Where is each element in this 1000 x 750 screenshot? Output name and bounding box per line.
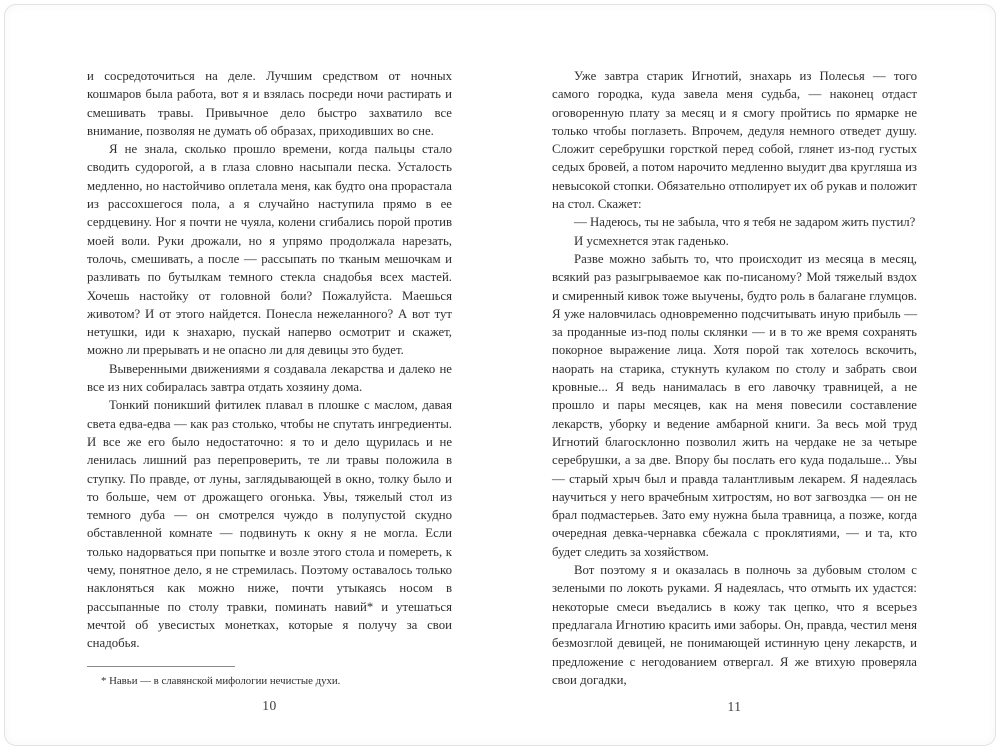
book-photo-frame xyxy=(4,4,996,746)
paragraph: Я не знала, сколько прошло времени, когда пальцы стало сводить судорогой, а в глаза словно насыпали песка. Усталость медленно, но настойчиво оплетала меня, как будто она прорастала из рассохшегося пола, а я случайно наступила прямо в ее сердцевину. Ног я почти не чуяла, колени сгибались порой против моей воли. Руки дрожали, но я упрямо продолжала нарезать, толочь, смешивать, а после — рассыпать по тканым мешочкам и разливать по бутылкам темного стекла снадобья всех мастей. Хочешь настойку от головной боли? Пожалуйста. Маешься животом? И от этого найдется. Понесла нежеланного? А вот тут нетушки, иди к знахарю, пускай наперво осмотрит и скажет, можно ли прерывать и не опасно ли для девицы это будет. xyxy=(87,142,452,358)
page-right-text xyxy=(552,67,917,689)
page-left-text xyxy=(87,67,452,653)
footnote-text: * Навьи — в славянской мифологии нечистые духи. xyxy=(101,674,341,687)
paragraph: Разве можно забыть то, что происходит из месяца в месяц, всякий раз разыгрываемое как по-писаному? Мой тяжелый вздох и смиренный кивок тоже выучены, будто роль в балагане глумцов. Я уже наловчилась одновременно подсчитывать иную прибыль — за проданные из-под полы склянки — и в то же время сохранять покорное выражение лица. Хотя порой так хотелось вскочить, наорать на старика, стукнуть кулаком по столу и забрать свои кровные... Я ведь нанималась в его лавочку травницей, а не прошло и пары месяцев, как на меня повесили составление лекарств, уборку и ведение амбарной книги. За весь мой труд Игнотий благосклонно позволил жить на чердаке не за четыре серебрушки, а за две. Впору бы послать его куда подальше... Увы — старый хрыч был и правда талантливым лекарем. Я надеялась научиться у него врачебным хитростям, но вот загвоздка — он не брал подмастерьев. Зато ему нужна была травница, а позже, когда очередная девка-чернавка сбежала с проклятиями, — и та, кто будет следить за хозяйством. xyxy=(552,251,917,559)
page-left xyxy=(87,67,452,713)
dialogue-line: — Надеюсь, ты не забыла, что я тебя не задаром жить пустил? xyxy=(574,215,916,230)
book-spread xyxy=(5,5,995,745)
footnote-divider xyxy=(87,666,235,667)
page-right xyxy=(552,67,917,715)
paragraph: Тонкий поникший фитилек плавал в плошке с маслом, давая света едва-едва — как раз столько, чтобы не спутать ингредиенты. И все же его было недостаточно: я то и дело щурилась и не ленилась лишний раз перепроверить, те ли травы положила в ступку. По правде, от луны, заглядывающей в окно, толку было и то больше, чем от дрожащего огонька. Увы, тяжелый стол из темного дуба — он смотрелся чуждо в полупустой скудно обставленной комнате — подвинуть к окну я не могла. Если только надорваться при попытке и возле этого стола и помереть, к чему, понятное дело, я не стремилась. Поэтому оставалось только наклоняться как можно ниже, почти утыкаясь носом в рассыпанные по столу травки, поминать навий* и утешаться мечтой об увесистых монетках, которые я получу за свои снадобья. xyxy=(87,398,452,651)
footnote-block xyxy=(87,666,452,688)
paragraph: Выверенными движениями я создавала лекарства и далеко не все из них собиралась завтра отдать хозяину дома. xyxy=(87,361,452,395)
paragraph: и сосредоточиться на деле. Лучшим средством от ночных кошмаров была работа, вот я и взялась посреди ночи растирать и смешивать травы. Привычное дело быстро захватило все внимание, позволяя не думать об образах, приходивших во сне. xyxy=(87,69,452,138)
paragraph: Вот поэтому я и оказалась в полночь за дубовым столом с зелеными по локоть руками. Я надеялась, что отмыть их удастся: некоторые смеси въедались в кожу так цепко, что я всерьез предлагала Игнотию красить ими заборы. Он, правда, честил меня безмозглой девицей, не понимающей истинную цену лекарств, и предложение с негодованием отвергал. Я же втихую проверяла свои догадки, xyxy=(552,563,917,687)
paragraph: Уже завтра старик Игнотий, знахарь из Полесья — того самого городка, куда завела меня судьба, — наконец отдаст оговоренную плату за месяц и я смогу пройтись по ярмарке не только чтобы поглазеть. Впрочем, дедуля немного отведет душу. Сложит серебрушки горсткой перед собой, глянет из-под густых седых бровей, а потом нарочито медленно выудит два кругляша из невысокой стопки. Обязательно отполирует их об рукав и положит на стол. Скажет: xyxy=(552,69,917,212)
page-number-right: 11 xyxy=(727,699,742,715)
paragraph: И усмехнется этак гаденько. xyxy=(574,233,729,248)
page-number-left: 10 xyxy=(262,697,277,713)
